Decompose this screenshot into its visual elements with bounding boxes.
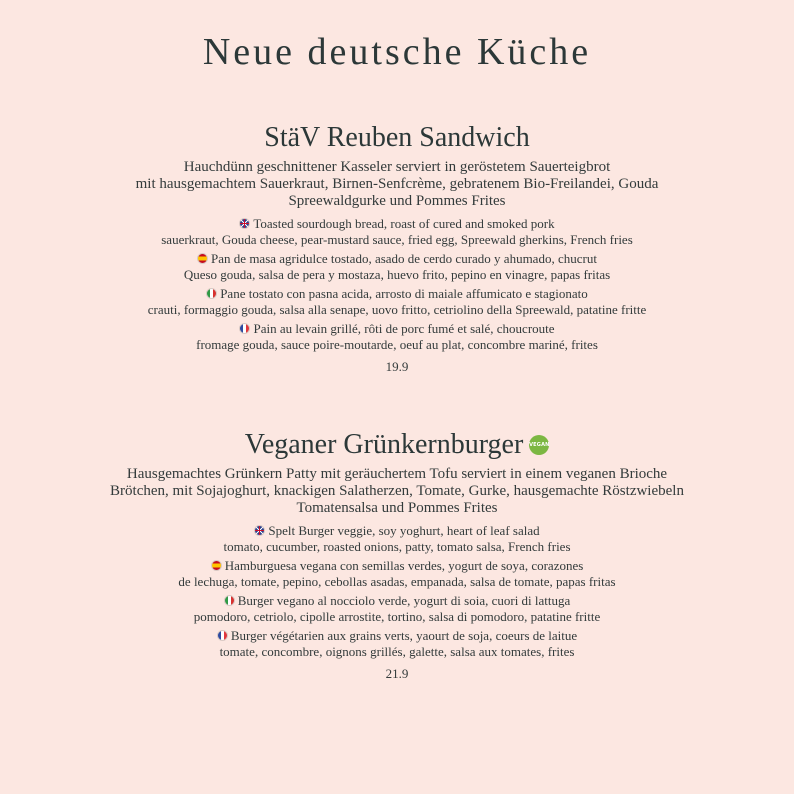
translation-it bbox=[0, 593, 794, 625]
dish-price: 21.9 bbox=[385, 666, 409, 681]
translation-line: Spelt Burger veggie, soy yoghurt, heart of leaf salad bbox=[268, 523, 540, 538]
dish-name bbox=[0, 428, 794, 462]
translation-line: sauerkraut, Gouda cheese, pear-mustard sauce, fried egg, Spreewald gherkins, French fries bbox=[161, 232, 633, 247]
translation-en bbox=[0, 523, 794, 555]
description-line: Brötchen, mit Sojajoghurt, knackigen Salatherzen, Tomate, Gurke, hausgemachte Röstzwiebeln bbox=[110, 483, 684, 499]
italy-flag-icon bbox=[206, 288, 217, 299]
translation-line: Pain au levain grillé, rôti de porc fumé et salé, choucroute bbox=[253, 321, 555, 336]
description-line: Hauchdünn geschnittener Kasseler serviert in geröstetem Sauerteigbrot bbox=[183, 159, 611, 175]
italy-flag-icon bbox=[224, 595, 235, 606]
vegan-badge-icon: VEGAN bbox=[529, 435, 549, 455]
translation-line: de lechuga, tomate, pepino, cebollas asadas, empanada, salsa de tomate, papas fritas bbox=[178, 574, 616, 589]
spain-flag-icon bbox=[197, 253, 208, 264]
translation-line: tomate, concombre, oignons grillés, galette, salsa aux tomates, frites bbox=[219, 644, 575, 659]
translation-line: pomodoro, cetriolo, cipolle arrostite, tortino, salsa di pomodoro, patatine fritte bbox=[193, 609, 601, 624]
france-flag-icon bbox=[217, 630, 228, 641]
translation-line: tomato, cucumber, roasted onions, patty, tomato salsa, French fries bbox=[223, 539, 571, 554]
translation-it bbox=[0, 286, 794, 318]
description-line: mit hausgemachtem Sauerkraut, Birnen-Senfcrème, gebratenem Bio-Freilandei, Gouda bbox=[135, 176, 659, 192]
dish-name bbox=[0, 121, 794, 155]
menu-item-reuben-sandwich bbox=[0, 121, 794, 375]
translation-fr bbox=[0, 321, 794, 353]
dish-name-text: Veganer Grünkernburger bbox=[244, 429, 524, 460]
translation-line: Toasted sourdough bread, roast of cured and smoked pork bbox=[253, 216, 555, 231]
translation-line: crauti, formaggio gouda, salsa alla senape, uovo fritto, cetriolino della Spreewald, patatine fritte bbox=[147, 302, 647, 317]
translation-line: Burger végétarien aux grains verts, yaourt de soja, coeurs de laitue bbox=[230, 628, 578, 643]
description-line: Hausgemachtes Grünkern Patty mit geräuchertem Tofu serviert in einem veganen Brioche bbox=[126, 466, 668, 482]
menu-item-vegan-burger bbox=[0, 428, 794, 682]
translation-en bbox=[0, 216, 794, 248]
dish-price: 19.9 bbox=[385, 359, 409, 374]
dish-description-de bbox=[0, 159, 794, 210]
translation-fr bbox=[0, 628, 794, 660]
translation-line: Queso gouda, salsa de pera y mostaza, huevo frito, pepino en vinagre, papas fritas bbox=[183, 267, 611, 282]
dish-description-de bbox=[0, 466, 794, 517]
translation-es bbox=[0, 251, 794, 283]
description-line: Tomatensalsa und Pommes Frites bbox=[296, 500, 498, 516]
translation-line: Burger vegano al nocciolo verde, yogurt di soia, cuori di lattuga bbox=[237, 593, 571, 608]
uk-flag-icon bbox=[254, 525, 265, 536]
france-flag-icon bbox=[239, 323, 250, 334]
dish-name-text: StäV Reuben Sandwich bbox=[264, 122, 530, 153]
translation-line: fromage gouda, sauce poire-moutarde, oeuf au plat, concombre mariné, frites bbox=[196, 337, 598, 352]
page-title: Neue deutsche Küche bbox=[202, 31, 592, 73]
spain-flag-icon bbox=[211, 560, 222, 571]
translation-line: Pan de masa agridulce tostado, asado de cerdo curado y ahumado, chucrut bbox=[211, 251, 597, 266]
translation-line: Hamburguesa vegana con semillas verdes, yogurt de soya, corazones bbox=[224, 558, 584, 573]
uk-flag-icon bbox=[239, 218, 250, 229]
translation-es bbox=[0, 558, 794, 590]
description-line: Spreewaldgurke und Pommes Frites bbox=[288, 193, 506, 209]
translation-line: Pane tostato con pasna acida, arrosto di maiale affumicato e stagionato bbox=[220, 286, 588, 301]
